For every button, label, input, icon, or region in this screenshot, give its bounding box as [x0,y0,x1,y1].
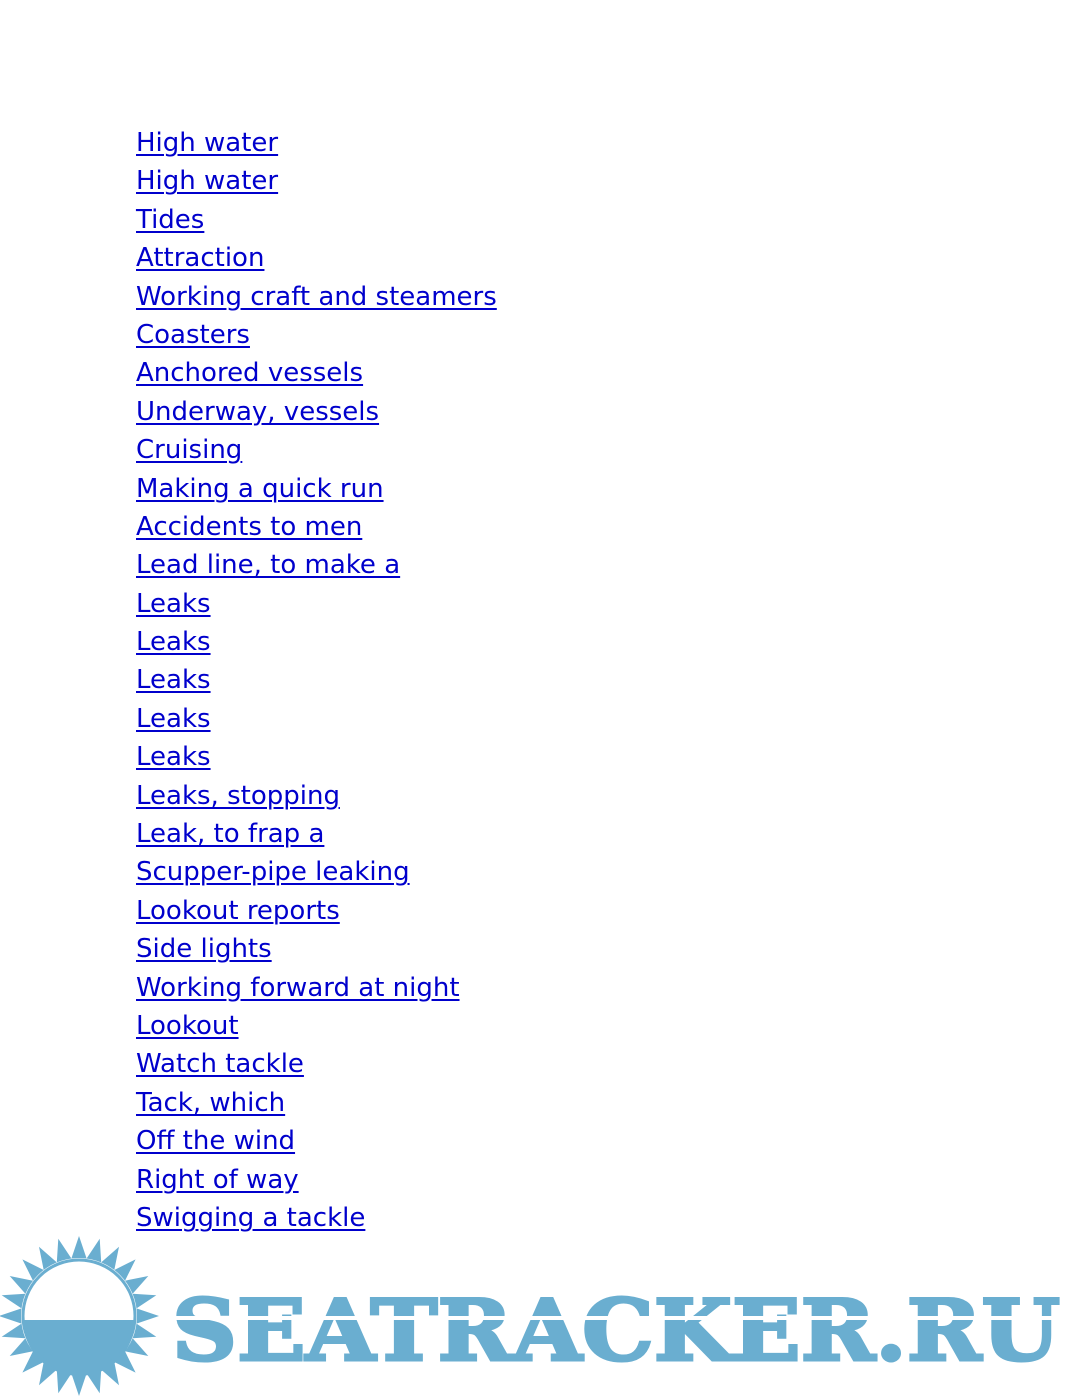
index-link[interactable]: Lead line, to make a [136,550,401,581]
index-link[interactable]: Accidents to men [136,511,363,542]
index-link[interactable]: Tides [136,204,205,235]
list-item [136,853,497,891]
list-item [136,700,497,738]
index-link[interactable]: Scupper-pipe leaking [136,857,410,888]
index-link[interactable]: Leaks, stopping [136,780,340,811]
logo-graphic [0,1236,1080,1397]
list-item [136,508,497,546]
index-link[interactable]: Leaks [136,627,211,658]
list-item [136,1161,497,1199]
footer-logo-banner [0,1236,1080,1397]
index-link[interactable]: Cruising [136,435,243,466]
list-item [136,815,497,853]
index-link[interactable]: Watch tackle [136,1049,304,1080]
list-item [136,1084,497,1122]
list-item [136,278,497,316]
logo-text: SEATRACKER.RU [172,1281,1060,1380]
index-link[interactable]: Anchored vessels [136,358,364,389]
list-item [136,124,497,162]
index-link[interactable]: Coasters [136,319,250,350]
index-link[interactable]: High water [136,128,279,158]
index-link[interactable]: Working craft and steamers [136,281,497,312]
list-item [136,623,497,661]
index-link[interactable]: Working forward at night [136,972,460,1003]
list-item [136,585,497,623]
list-item [136,1045,497,1083]
list-item [136,546,497,584]
index-link[interactable]: High water [136,166,279,197]
index-link[interactable]: Swigging a tackle [136,1202,366,1233]
index-link[interactable]: Lookout [136,1010,239,1041]
list-item [136,239,497,277]
list-item [136,162,497,200]
list-item [136,661,497,699]
list-item [136,1007,497,1045]
index-link[interactable]: Underway, vessels [136,396,380,427]
list-item [136,738,497,776]
index-link[interactable]: Leaks [136,665,211,696]
sun-over-horizon-icon [0,1236,159,1396]
index-link[interactable]: Attraction [136,243,265,274]
index-link[interactable]: Leak, to frap a [136,819,325,850]
list-item [136,892,497,930]
index-link[interactable]: Making a quick run [136,473,384,504]
index-link[interactable]: Leaks [136,703,211,734]
index-link-list [136,124,497,1237]
index-link[interactable]: Lookout reports [136,895,340,926]
index-link[interactable]: Tack, which [136,1087,286,1118]
index-link[interactable]: Leaks [136,742,211,773]
list-item [136,777,497,815]
list-item [136,1122,497,1160]
list-item [136,316,497,354]
list-item [136,470,497,508]
list-item [136,354,497,392]
list-item [136,930,497,968]
list-item [136,1199,497,1237]
list-item [136,393,497,431]
list-item [136,201,497,239]
index-link[interactable]: Off the wind [136,1126,296,1157]
list-item [136,431,497,469]
index-link[interactable]: Right of way [136,1164,299,1195]
index-link[interactable]: Side lights [136,934,272,965]
list-item [136,969,497,1007]
index-link[interactable]: Leaks [136,588,211,619]
